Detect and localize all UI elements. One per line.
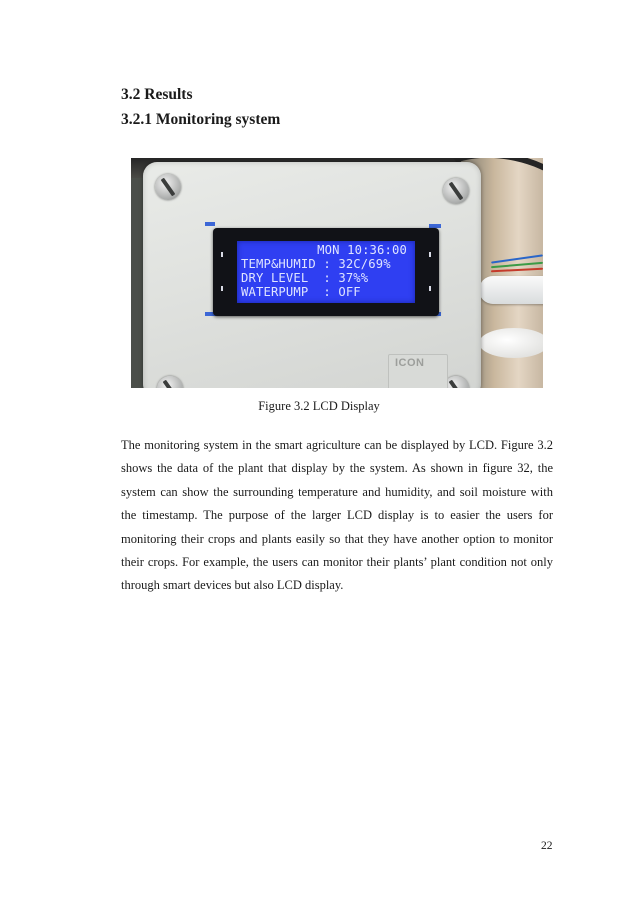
screw-icon — [155, 174, 181, 200]
white-conduit-bend — [479, 328, 543, 358]
page-number: 22 — [541, 840, 553, 852]
lcd-line-datetime: MON 10:36:00 — [317, 243, 407, 257]
bezel-marker — [429, 252, 431, 257]
white-conduit — [479, 276, 543, 304]
section-heading: 3.2 Results — [121, 86, 193, 103]
bezel-marker — [429, 286, 431, 291]
lcd-line-temp-humid: TEMP&HUMID : 32C/69% — [241, 257, 391, 271]
screw-icon — [157, 376, 183, 388]
lcd-line-dry-level: DRY LEVEL : 37%% — [241, 271, 369, 285]
enclosure-logo: ICON — [395, 357, 425, 369]
lcd-bezel — [213, 228, 439, 316]
enclosure-logo-plate — [388, 354, 448, 388]
blue-tape — [205, 222, 215, 226]
screw-icon — [443, 178, 469, 204]
lcd-photo — [131, 158, 543, 388]
subsection-heading: 3.2.1 Monitoring system — [121, 111, 281, 128]
lcd-line-waterpump: WATERPUMP : OFF — [241, 285, 361, 299]
bezel-marker — [221, 286, 223, 291]
lcd-screen — [237, 241, 415, 303]
project-enclosure — [143, 162, 481, 388]
bezel-marker — [221, 252, 223, 257]
body-paragraph: The monitoring system in the smart agriculture can be displayed by LCD. Figure 3.2 shows the data of the plant that display by the system. As shown in figure 32, the system can show the surrounding temperature and humidity, and soil moisture with the timestamp. The purpose of the larger LCD display is to easier the users for monitoring their crops and plants easily so that they have another option to monitor their crops. For example, the users can monitor their plants’ plant condition not only through smart devices but also LCD display. — [121, 438, 553, 593]
figure-caption: Figure 3.2 LCD Display — [258, 399, 380, 413]
